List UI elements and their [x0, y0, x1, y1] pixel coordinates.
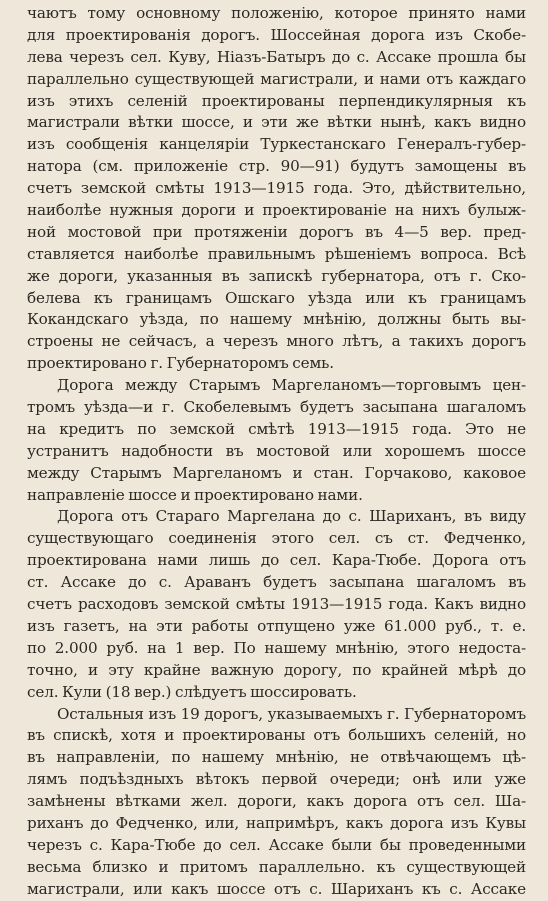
text-line: на кредитъ по земской смѣтѣ 1913—1915 года. Это не [27, 419, 526, 438]
text-line: счетъ земской смѣты 1913—1915 года. Это, дѣйствительно, [27, 179, 526, 198]
text-line: Дорога отъ Стараго Маргелана до с. Шариханъ, въ виду [57, 507, 526, 526]
text-line: направленіе шоссе и проектировано нами. [27, 485, 363, 504]
text-line: чаютъ тому основному положенію, которое принято нами [27, 4, 526, 22]
text-line: черезъ с. Кара-Тюбе до сел. Ассаке были бы проведенными [27, 835, 526, 854]
text-line: натора (см. приложеніе стр. 90—91) будутъ замощены въ [27, 157, 526, 176]
text-line: наиболѣе нужныя дороги и проектированіе на нихъ булыж- [27, 201, 526, 220]
text-line: Остальныя изъ 19 дорогъ, указываемыхъ г. Губернаторомъ [57, 704, 526, 723]
text-line: между Старымъ Маргеланомъ и стан. Горчаково, каковое [27, 463, 526, 482]
text-line: изъ этихъ селеній проектированы перпендикулярныя къ [27, 91, 526, 110]
text-line: Кокандскаго уѣзда, по нашему мнѣнію, должны быть вы- [27, 310, 526, 329]
text-line: магистрали, или какъ шоссе отъ с. Шариханъ къ с. Ассаке [27, 879, 526, 898]
text-line: ставляется наиболѣе правильнымъ рѣшеніемъ вопроса. Всѣ [27, 244, 526, 263]
text-line: весьма близко и притомъ параллельно. къ существующей [27, 857, 526, 876]
text-line: лева черезъ сел. Куву, Ніазъ-Батыръ до с. Ассаке прошла бы [27, 47, 526, 66]
text-line: замѣнены вѣтками жел. дороги, какъ дорога отъ сел. Ша- [27, 792, 526, 811]
page-body [27, 3, 526, 901]
paragraph [27, 375, 526, 506]
text-line: существующаго соединенія этого сел. съ ст. Федченко, [27, 529, 526, 548]
text-line: белева къ границамъ Ошскаго уѣзда или къ границамъ [27, 288, 526, 307]
text-line: проектирована нами лишь до сел. Кара-Тюбе. Дорога отъ [27, 551, 526, 570]
text-line: риханъ до Федченко, или, напримѣръ, какъ дорога изъ Кувы [27, 813, 526, 832]
text-line: для проектированія дорогъ. Шоссейная дорога изъ Скобе- [27, 25, 526, 44]
text-line: проектировано г. Губернаторомъ семь. [27, 354, 334, 373]
text-line: же дороги, указанныя въ запискѣ губернатора, отъ г. Ско- [27, 266, 526, 285]
text-line: въ спискѣ, хотя и проектированы отъ большихъ селеній, но [27, 726, 526, 745]
text-line: лямъ подъѣздныхъ вѣтокъ первой очереди; онѣ или уже [27, 770, 526, 789]
text-line: изъ газетъ, на эти работы отпущено уже 61.000 руб., т. е. [27, 616, 526, 635]
text-line: ной мостовой при протяженіи дорогъ въ 4—5 вер. пред- [27, 222, 526, 241]
text-line: счетъ расходовъ земской смѣты 1913—1915 года. Какъ видно [27, 595, 526, 614]
text-line: сел. Кули (18 вер.) слѣдуетъ шоссировать. [27, 682, 357, 701]
text-line: въ направленіи, по нашему мнѣнію, не отвѣчающемъ цѣ- [27, 748, 526, 767]
text-line: магистрали вѣтки шоссе, и эти же вѣтки нынѣ, какъ видно [27, 113, 526, 132]
text-line: строены не сейчасъ, а черезъ много лѣтъ, а такихъ дорогъ [27, 332, 526, 351]
paragraph [27, 506, 526, 703]
text-line: по 2.000 руб. на 1 вер. По нашему мнѣнію, этого недоста- [27, 638, 526, 657]
text-line: ст. Ассаке до с. Араванъ будетъ засыпана шагаломъ въ [27, 573, 526, 592]
paragraph [27, 704, 526, 901]
text-line: точно, и эту крайне важную дорогу, по крайней мѣрѣ до [27, 660, 526, 679]
text-line: тромъ уѣзда—и г. Скобелевымъ будетъ засыпана шагаломъ [27, 398, 526, 417]
text-line: изъ сообщенія канцеляріи Туркестанскаго Генералъ-губер- [27, 135, 526, 154]
text-line: Дорога между Старымъ Маргеланомъ—торговымъ цен- [57, 376, 526, 395]
text-line: параллельно существующей магистрали, и нами отъ каждаго [27, 69, 526, 88]
paragraph [27, 3, 526, 375]
text-line: устранитъ надобности въ мостовой или хорошемъ шоссе [27, 441, 526, 460]
